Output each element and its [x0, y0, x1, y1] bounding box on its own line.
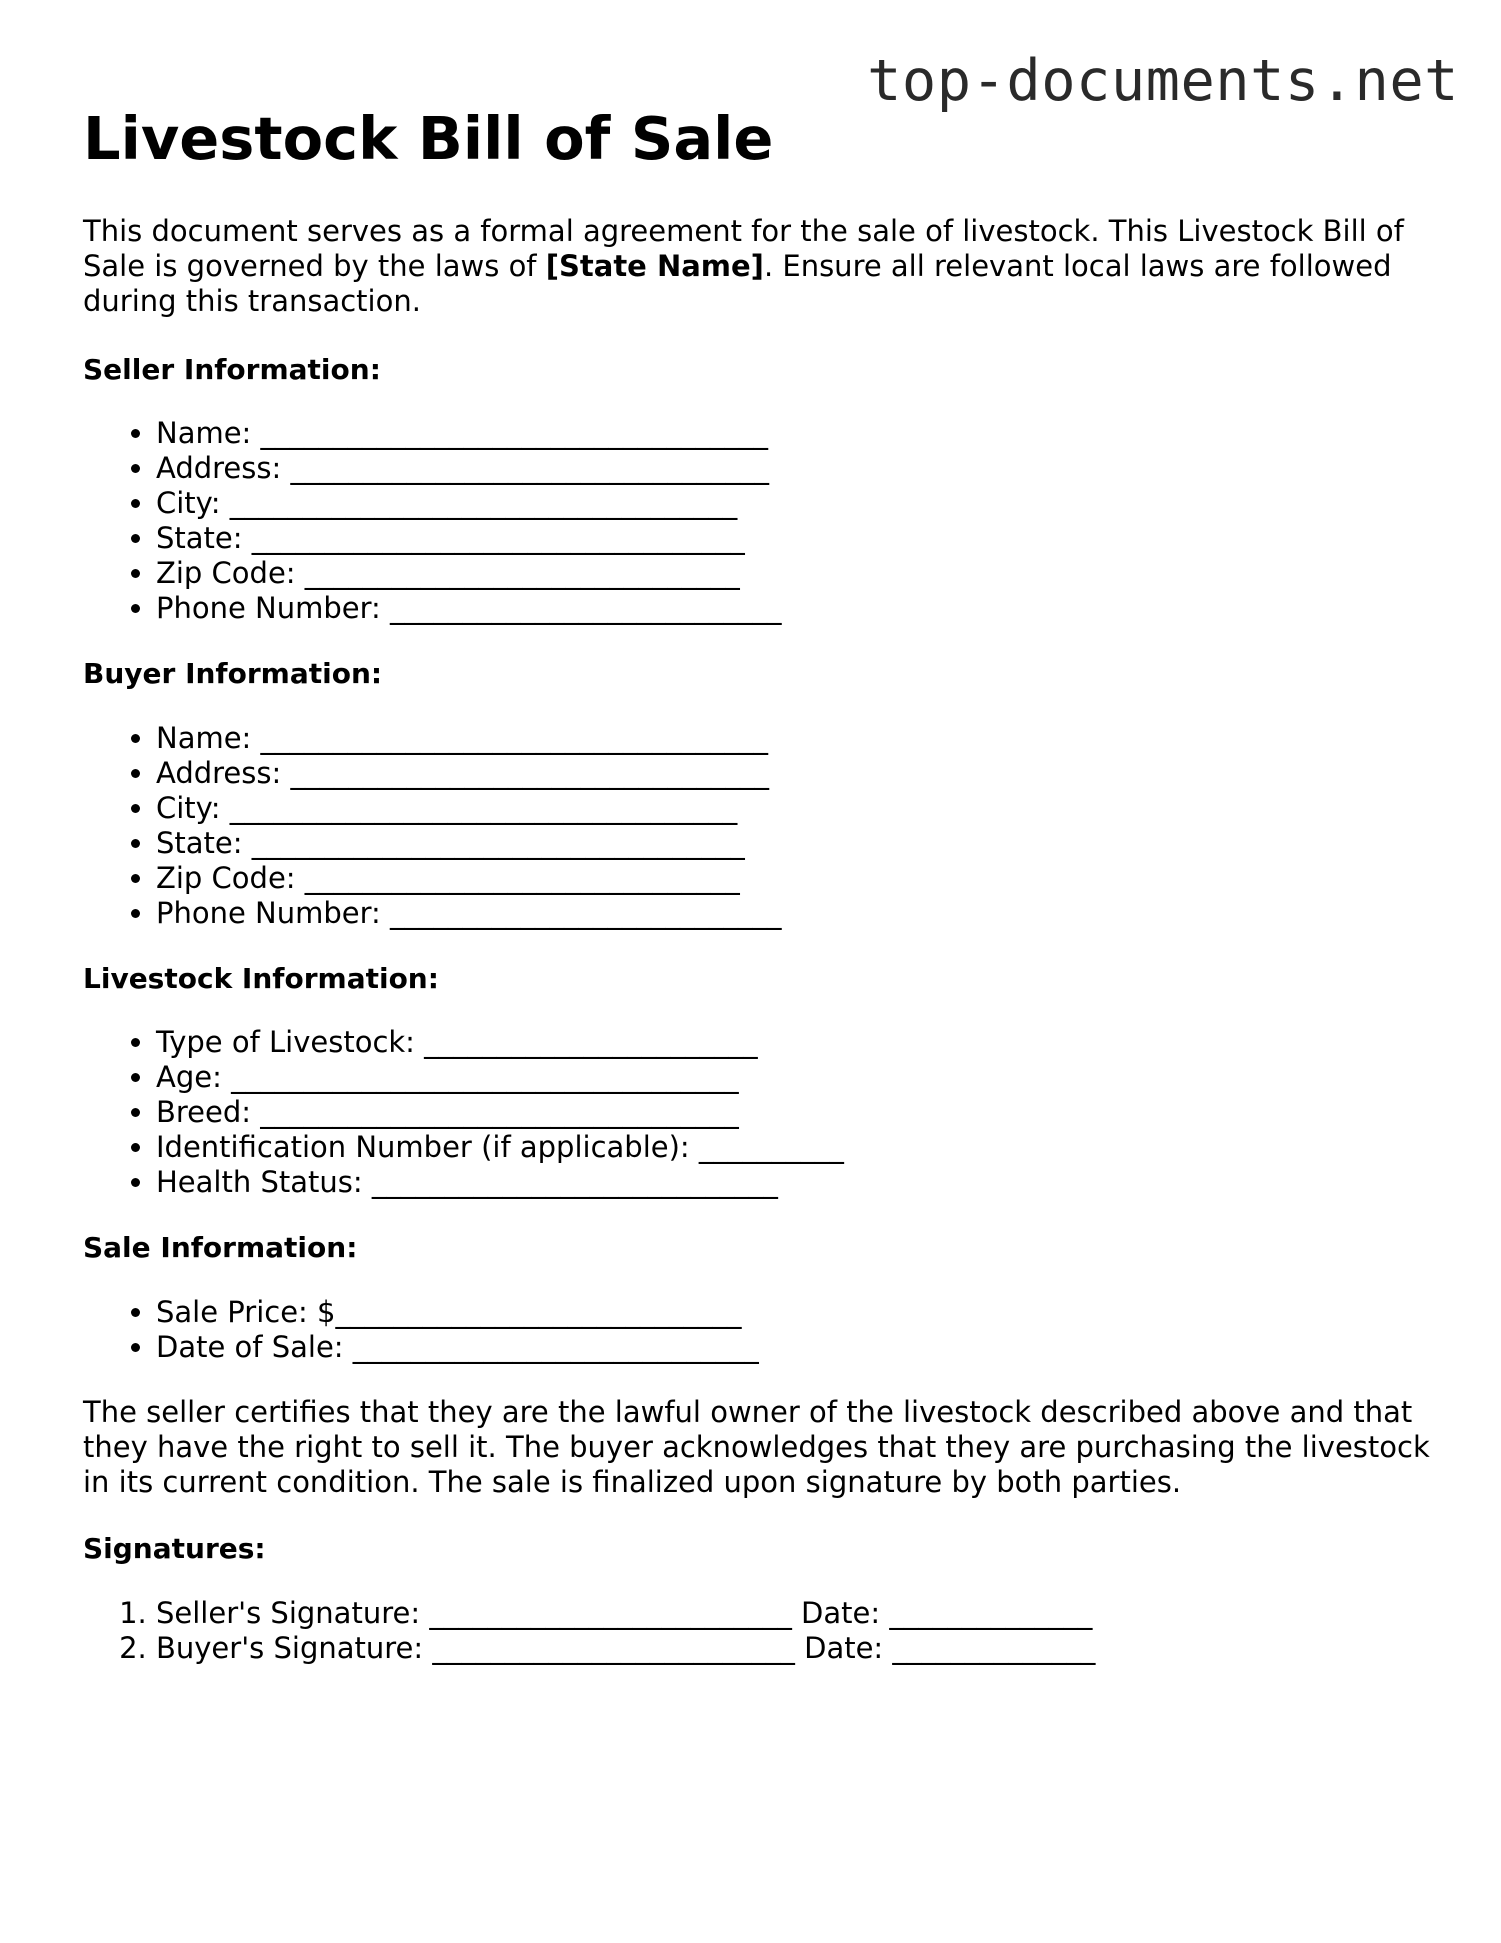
buyer-zip-field[interactable]: • Zip Code: ______________________________ [156, 861, 782, 896]
livestock-type-field[interactable]: • Type of Livestock: _______________________ [156, 1025, 844, 1060]
livestock-id-number-field[interactable]: • Identification Number (if applicable): __________ [156, 1130, 844, 1165]
intro-text-after: . Ensure all relevant local laws are followed during this transaction. [83, 249, 1392, 318]
seller-address-field[interactable]: • Address: _________________________________ [156, 451, 782, 486]
seller-fields-list [83, 416, 782, 626]
watermark: top-documents.net [867, 48, 1459, 114]
buyer-signature-line[interactable]: 2. Buyer's Signature: _________________________ Date: ______________ [156, 1631, 1095, 1666]
seller-phone-field[interactable]: • Phone Number: ___________________________ [156, 591, 782, 626]
sale-price-field[interactable]: • Sale Price: $____________________________ [156, 1295, 759, 1330]
certification-paragraph: The seller certifies that they are the lawful owner of the livestock described above and that they have the right to sell it. The buyer acknowledges that they are purchasing the livestock in its current condition. The sale is finalized upon signature by both parties. [83, 1395, 1430, 1499]
buyer-section-heading: Buyer Information: [83, 657, 383, 690]
seller-state-field[interactable]: • State: __________________________________ [156, 521, 782, 556]
buyer-city-field[interactable]: • City: ___________________________________ [156, 791, 782, 826]
buyer-phone-field[interactable]: • Phone Number: ___________________________ [156, 896, 782, 931]
livestock-breed-field[interactable]: • Breed: _________________________________ [156, 1095, 844, 1130]
seller-zip-field[interactable]: • Zip Code: ______________________________ [156, 556, 782, 591]
state-name-placeholder: [State Name] [545, 249, 764, 283]
sale-section-heading: Sale Information: [83, 1231, 358, 1264]
signatures-list [83, 1596, 1095, 1666]
livestock-age-field[interactable]: • Age: ___________________________________ [156, 1060, 844, 1095]
buyer-state-field[interactable]: • State: __________________________________ [156, 826, 782, 861]
buyer-fields-list [83, 721, 782, 931]
livestock-section-heading: Livestock Information: [83, 962, 439, 995]
intro-paragraph [83, 214, 1463, 319]
seller-signature-line[interactable]: 1. Seller's Signature: _________________________ Date: ______________ [156, 1596, 1095, 1631]
seller-name-field[interactable]: • Name: ___________________________________ [156, 416, 782, 451]
page-title: Livestock Bill of Sale [83, 104, 774, 173]
seller-city-field[interactable]: • City: ___________________________________ [156, 486, 782, 521]
buyer-name-field[interactable]: • Name: ___________________________________ [156, 721, 782, 756]
signatures-section-heading: Signatures: [83, 1532, 266, 1565]
buyer-address-field[interactable]: • Address: _________________________________ [156, 756, 782, 791]
intro-text-before: This document serves as a formal agreement for the sale of livestock. This Livestock Bill of Sale is governed by the laws of [83, 214, 1404, 283]
livestock-fields-list [83, 1025, 844, 1200]
sale-date-field[interactable]: • Date of Sale: ____________________________ [156, 1330, 759, 1365]
livestock-health-status-field[interactable]: • Health Status: ____________________________ [156, 1165, 844, 1200]
seller-section-heading: Seller Information: [83, 353, 381, 386]
sale-fields-list [83, 1295, 759, 1365]
